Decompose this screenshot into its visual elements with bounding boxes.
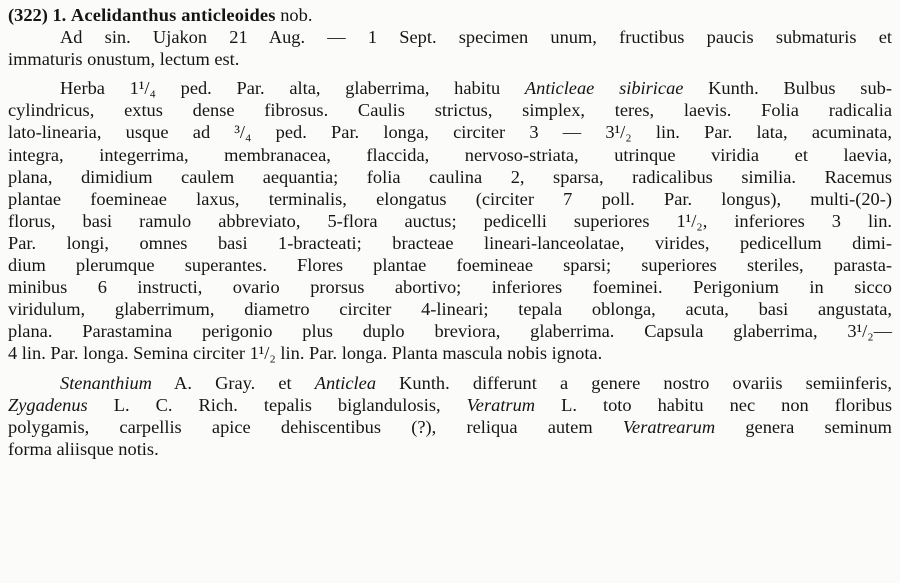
text-line: cylindricus, extus dense fibrosus. Caulis strictus, simplex, teres, laevis. Folia radicalia <box>8 100 892 121</box>
text-run: A. Gray. et <box>151 372 315 393</box>
text-line <box>8 372 892 394</box>
entry-rank: 1. <box>52 5 67 25</box>
text-run: Herba 1¹/₄ ped. Par. alta, glaberrima, habitu <box>60 78 525 99</box>
document-body <box>8 4 892 460</box>
text-run: genera seminum <box>715 416 892 437</box>
text-line: integra, integerrima, membranacea, flaccida, nervoso-striata, utrinque viridia et laevia, <box>8 144 892 165</box>
tribe-reference: Veratrearum <box>622 416 716 437</box>
text-line: plana. Parastamina perigonio plus duplo breviora, glaberrima. Capsula glaberrima, 3¹/₂— <box>8 321 892 342</box>
text-line: immaturis onustum, lectum est. <box>8 49 240 70</box>
text-line: Ad sin. Ujakon 21 Aug. — 1 Sept. specimen unum, fructibus paucis submaturis et <box>60 27 892 48</box>
text-line <box>8 77 892 99</box>
text-line: florus, basi ramulo abbreviato, 5-flora auctus; pedicelli superiores 1¹/₂, inferiores 3 lin. <box>8 210 892 231</box>
text-run: Kunth. differunt a genere nostro ovariis semiinferis, <box>376 372 892 393</box>
text-line: Par. longi, omnes basi 1-bracteati; bracteae lineari-lanceolatae, virides, pedicellum dimi- <box>8 232 892 253</box>
text-run: polygamis, carpellis apice dehiscentibus (?), reliqua autem <box>8 416 623 437</box>
text-line: plantae foemineae laxus, terminalis, elongatus (circiter 7 poll. Par. longus), multi-(20-) <box>8 188 892 209</box>
text-line: plana, dimidium caulem aequantia; folia caulina 2, sparsa, radicalibus similia. Racemus <box>8 166 892 187</box>
species-reference: Anticleae sibiricae <box>524 78 684 99</box>
entry-number: (322) <box>8 5 48 25</box>
text-line: viridulum, glaberrimum, diametro circiter 4-lineari; tepala oblonga, acuta, basi angustata, <box>8 299 892 320</box>
genus-reference: Anticlea <box>314 372 377 393</box>
genus-reference: Zygadenus <box>8 394 88 415</box>
text-line <box>8 416 892 438</box>
comparison-paragraph <box>8 372 892 460</box>
text-run: L. toto habitu nec non floribus <box>535 394 892 415</box>
locality-paragraph <box>8 26 892 70</box>
taxon-name: Acelidanthus anticleoides <box>70 5 276 25</box>
text-line: 4 lin. Par. longa. Semina circiter 1¹/₂ lin. Par. longa. Planta mascula nobis ignota. <box>8 343 603 364</box>
text-line <box>8 394 892 416</box>
description-paragraph <box>8 77 892 364</box>
entry-heading <box>8 4 892 26</box>
text-run: Kunth. Bulbus sub- <box>683 78 892 99</box>
text-line: minibus 6 instructi, ovario prorsus abortivo; inferiores foeminei. Perigonium in sicco <box>8 277 892 298</box>
taxon-author: nob. <box>280 5 313 25</box>
text-run: L. C. Rich. tepalis biglandulosis, <box>87 394 467 415</box>
text-line: forma aliisque notis. <box>8 438 159 459</box>
text-line: dium plerumque superantes. Flores plantae foemineae sparsi; superiores steriles, parasta- <box>8 255 892 276</box>
genus-reference: Stenanthium <box>60 372 152 393</box>
text-line: lato-linearia, usque ad ³/₄ ped. Par. longa, circiter 3 — 3¹/₂ lin. Par. lata, acuminata, <box>8 122 892 143</box>
genus-reference: Veratrum <box>466 394 536 415</box>
